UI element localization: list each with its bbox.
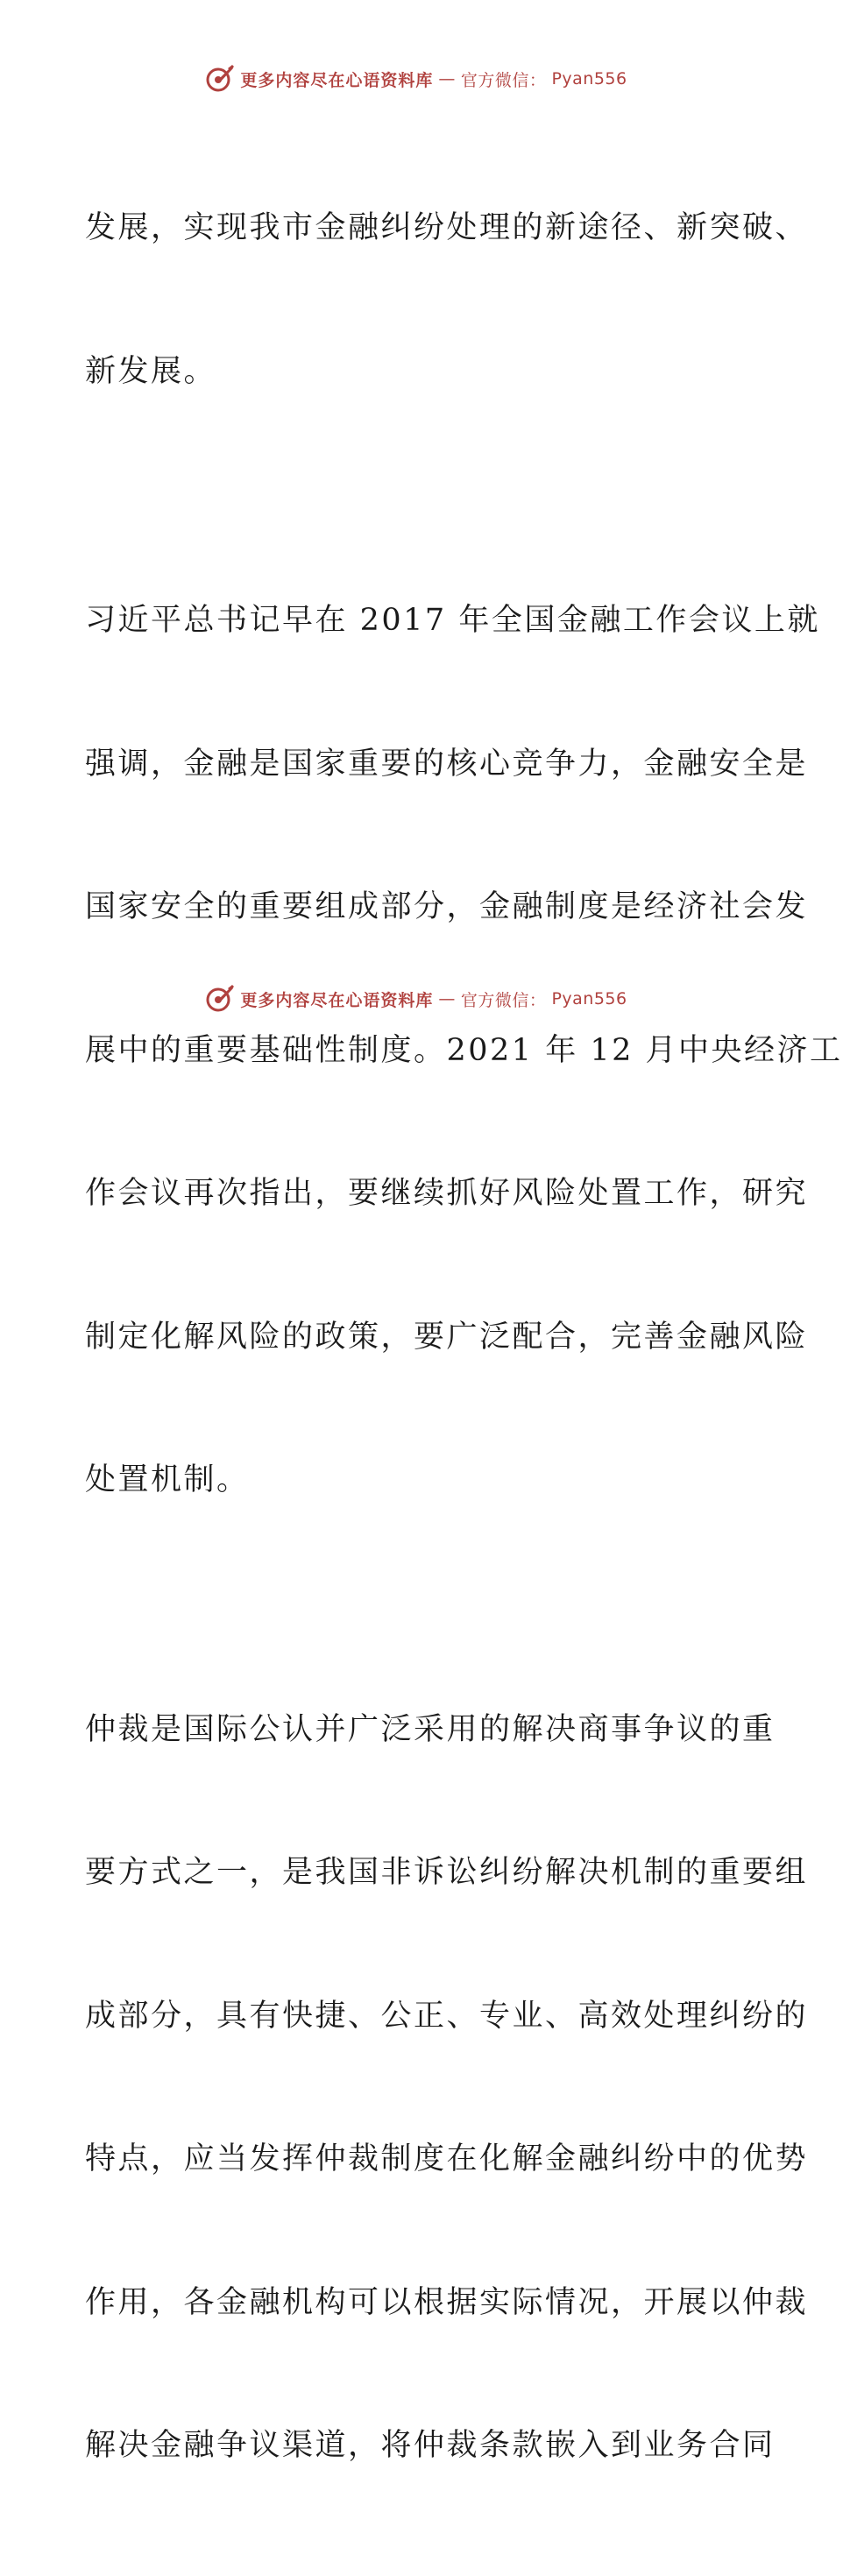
text-line: 解决金融争议渠道，将仲裁条款嵌入到业务合同 xyxy=(85,2428,776,2463)
text-line: 要方式之一，是我国非诉讼纠纷解决机制的重要组 xyxy=(85,1855,809,1890)
watermark-separator: — xyxy=(438,69,456,88)
text-line: 处置机制。 xyxy=(85,1462,250,1497)
text-line: 成部分，具有快捷、公正、专业、高效处理纠纷的 xyxy=(85,1998,809,2034)
watermark-brand: 更多内容尽在心语资料库 xyxy=(240,990,434,1010)
document-body xyxy=(85,109,843,2576)
text-line: 新发展。 xyxy=(85,353,217,389)
watermark-handle: Pyan556 xyxy=(551,989,627,1008)
text-line: 特点，应当发挥仲裁制度在化解金融纠纷中的优势 xyxy=(85,2141,809,2176)
paragraph-3 xyxy=(85,1610,809,2565)
watermark-wechat-label: 官方微信： xyxy=(460,990,547,1010)
text-line: 发展，实现我市金融纠纷处理的新途径、新突破、 xyxy=(85,210,809,245)
text-line: 习近平总书记早在 2017 年全国金融工作会议上就 xyxy=(85,603,820,638)
text-line: 制定化解风险的政策，要广泛配合，完善金融风险 xyxy=(85,1319,809,1355)
text-line: 作用，各金融机构可以根据实际情况，开展以仲裁 xyxy=(85,2284,809,2320)
text-line: 展中的重要基础性制度。2021 年 12 月中央经济工 xyxy=(85,1032,843,1068)
quill-seal-icon xyxy=(205,64,235,94)
quill-seal-icon xyxy=(205,984,235,1014)
watermark-handle: Pyan556 xyxy=(551,69,627,88)
footer-watermark xyxy=(0,981,832,1016)
header-watermark xyxy=(0,61,832,96)
watermark-separator: — xyxy=(438,989,456,1008)
paragraph-2 xyxy=(85,501,843,1600)
paragraph-1 xyxy=(85,109,809,491)
text-line: 强调，金融是国家重要的核心竞争力，金融安全是 xyxy=(85,746,809,782)
watermark-brand: 更多内容尽在心语资料库 xyxy=(240,70,434,90)
watermark-wechat-label: 官方微信： xyxy=(460,70,547,90)
text-line: 作会议再次指出，要继续抓好风险处置工作，研究 xyxy=(85,1176,809,1211)
text-line: 国家安全的重要组成部分，金融制度是经济社会发 xyxy=(85,889,809,924)
text-line: 仲裁是国际公认并广泛采用的解决商事争议的重 xyxy=(85,1711,776,1747)
